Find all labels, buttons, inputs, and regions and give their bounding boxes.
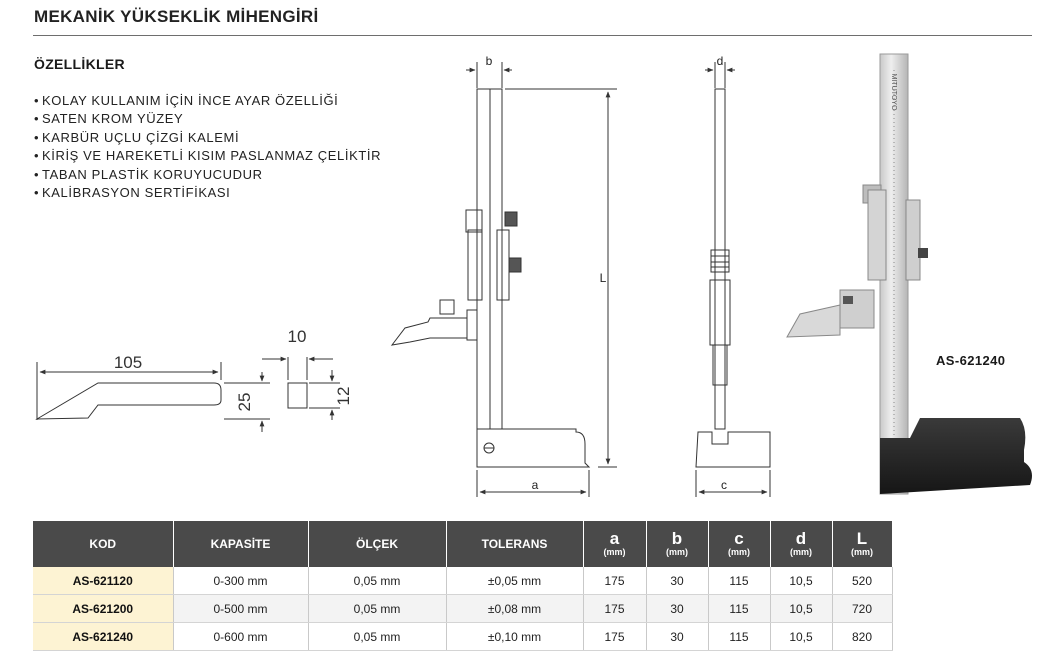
dim-b-label: b: [485, 54, 493, 68]
col-header-b: b (mm): [646, 521, 708, 567]
cell-a: 175: [583, 567, 646, 595]
dim-a-label: a: [531, 478, 539, 492]
dim-L-label: L: [599, 271, 607, 285]
bullet-icon: •: [34, 166, 40, 182]
cell-d: 10,5: [770, 567, 832, 595]
feature-item: • KOLAY KULLANIM İÇİN İNCE AYAR ÖZELLİĞİ: [34, 92, 381, 110]
scriber-length-label: 105: [113, 353, 143, 372]
table-row: [33, 595, 892, 623]
bullet-icon: •: [34, 111, 40, 127]
model-label: AS-621240: [936, 353, 1006, 368]
features-heading: ÖZELLİKLER: [34, 56, 125, 72]
table-row: [33, 623, 892, 651]
cell-d: 10,5: [770, 623, 832, 651]
col-header-tolerans: TOLERANS: [446, 521, 583, 567]
cell-scale: 0,05 mm: [308, 567, 446, 595]
scriber-width-label: 10: [287, 327, 307, 346]
feature-item: • KARBÜR UÇLU ÇİZGİ KALEMİ: [34, 129, 381, 147]
cell-b: 30: [646, 567, 708, 595]
feature-item: • TABAN PLASTİK KORUYUCUDUR: [34, 166, 381, 184]
cell-capacity: 0-600 mm: [173, 623, 308, 651]
cell-code: AS-621200: [33, 595, 173, 623]
cell-code: AS-621240: [33, 623, 173, 651]
cell-tolerance: ±0,08 mm: [446, 595, 583, 623]
cell-capacity: 0-500 mm: [173, 595, 308, 623]
bullet-icon: •: [34, 129, 40, 145]
scriber-detail: [37, 357, 340, 432]
front-view-drawing: [392, 62, 617, 497]
feature-item: • KİRİŞ VE HAREKETLİ KISIM PASLANMAZ ÇELİKTİR: [34, 147, 381, 165]
beam-brand-text: MITUTOYO: [890, 73, 897, 111]
cell-c: 115: [708, 567, 770, 595]
cell-scale: 0,05 mm: [308, 595, 446, 623]
bullet-icon: •: [34, 185, 40, 201]
cell-c: 115: [708, 623, 770, 651]
bullet-icon: •: [34, 93, 40, 108]
cell-L: 820: [832, 623, 892, 651]
cell-a: 175: [583, 595, 646, 623]
table-row: [33, 567, 892, 595]
scriber-height-label: 25: [235, 392, 254, 412]
cell-a: 175: [583, 623, 646, 651]
scriber-thickness-label: 12: [334, 386, 353, 406]
dim-d-label: d: [716, 54, 724, 68]
feature-item: • SATEN KROM YÜZEY: [34, 110, 381, 128]
cell-b: 30: [646, 623, 708, 651]
col-header-olcek: ÖLÇEK: [308, 521, 446, 567]
cell-c: 115: [708, 595, 770, 623]
col-header-d: d (mm): [770, 521, 832, 567]
col-header-L: L (mm): [832, 521, 892, 567]
product-photo: [787, 54, 1032, 494]
cell-L: 720: [832, 595, 892, 623]
feature-item: • KALİBRASYON SERTİFİKASI: [34, 184, 381, 202]
cell-scale: 0,05 mm: [308, 623, 446, 651]
cell-capacity: 0-300 mm: [173, 567, 308, 595]
dim-c-label: c: [721, 478, 727, 492]
cell-L: 520: [832, 567, 892, 595]
cell-tolerance: ±0,05 mm: [446, 567, 583, 595]
page-title: MEKANİK YÜKSEKLİK MİHENGİRİ: [34, 7, 319, 26]
cell-tolerance: ±0,10 mm: [446, 623, 583, 651]
cell-code: AS-621120: [33, 567, 173, 595]
table-header-row: [33, 521, 892, 567]
col-header-kapasite: KAPASİTE: [173, 521, 308, 567]
col-header-c: c (mm): [708, 521, 770, 567]
spec-table: [33, 521, 893, 651]
col-header-kod: KOD: [33, 521, 173, 567]
side-view-drawing: [696, 62, 770, 497]
col-header-a: a (mm): [583, 521, 646, 567]
cell-b: 30: [646, 595, 708, 623]
bullet-icon: •: [34, 148, 40, 164]
cell-d: 10,5: [770, 595, 832, 623]
